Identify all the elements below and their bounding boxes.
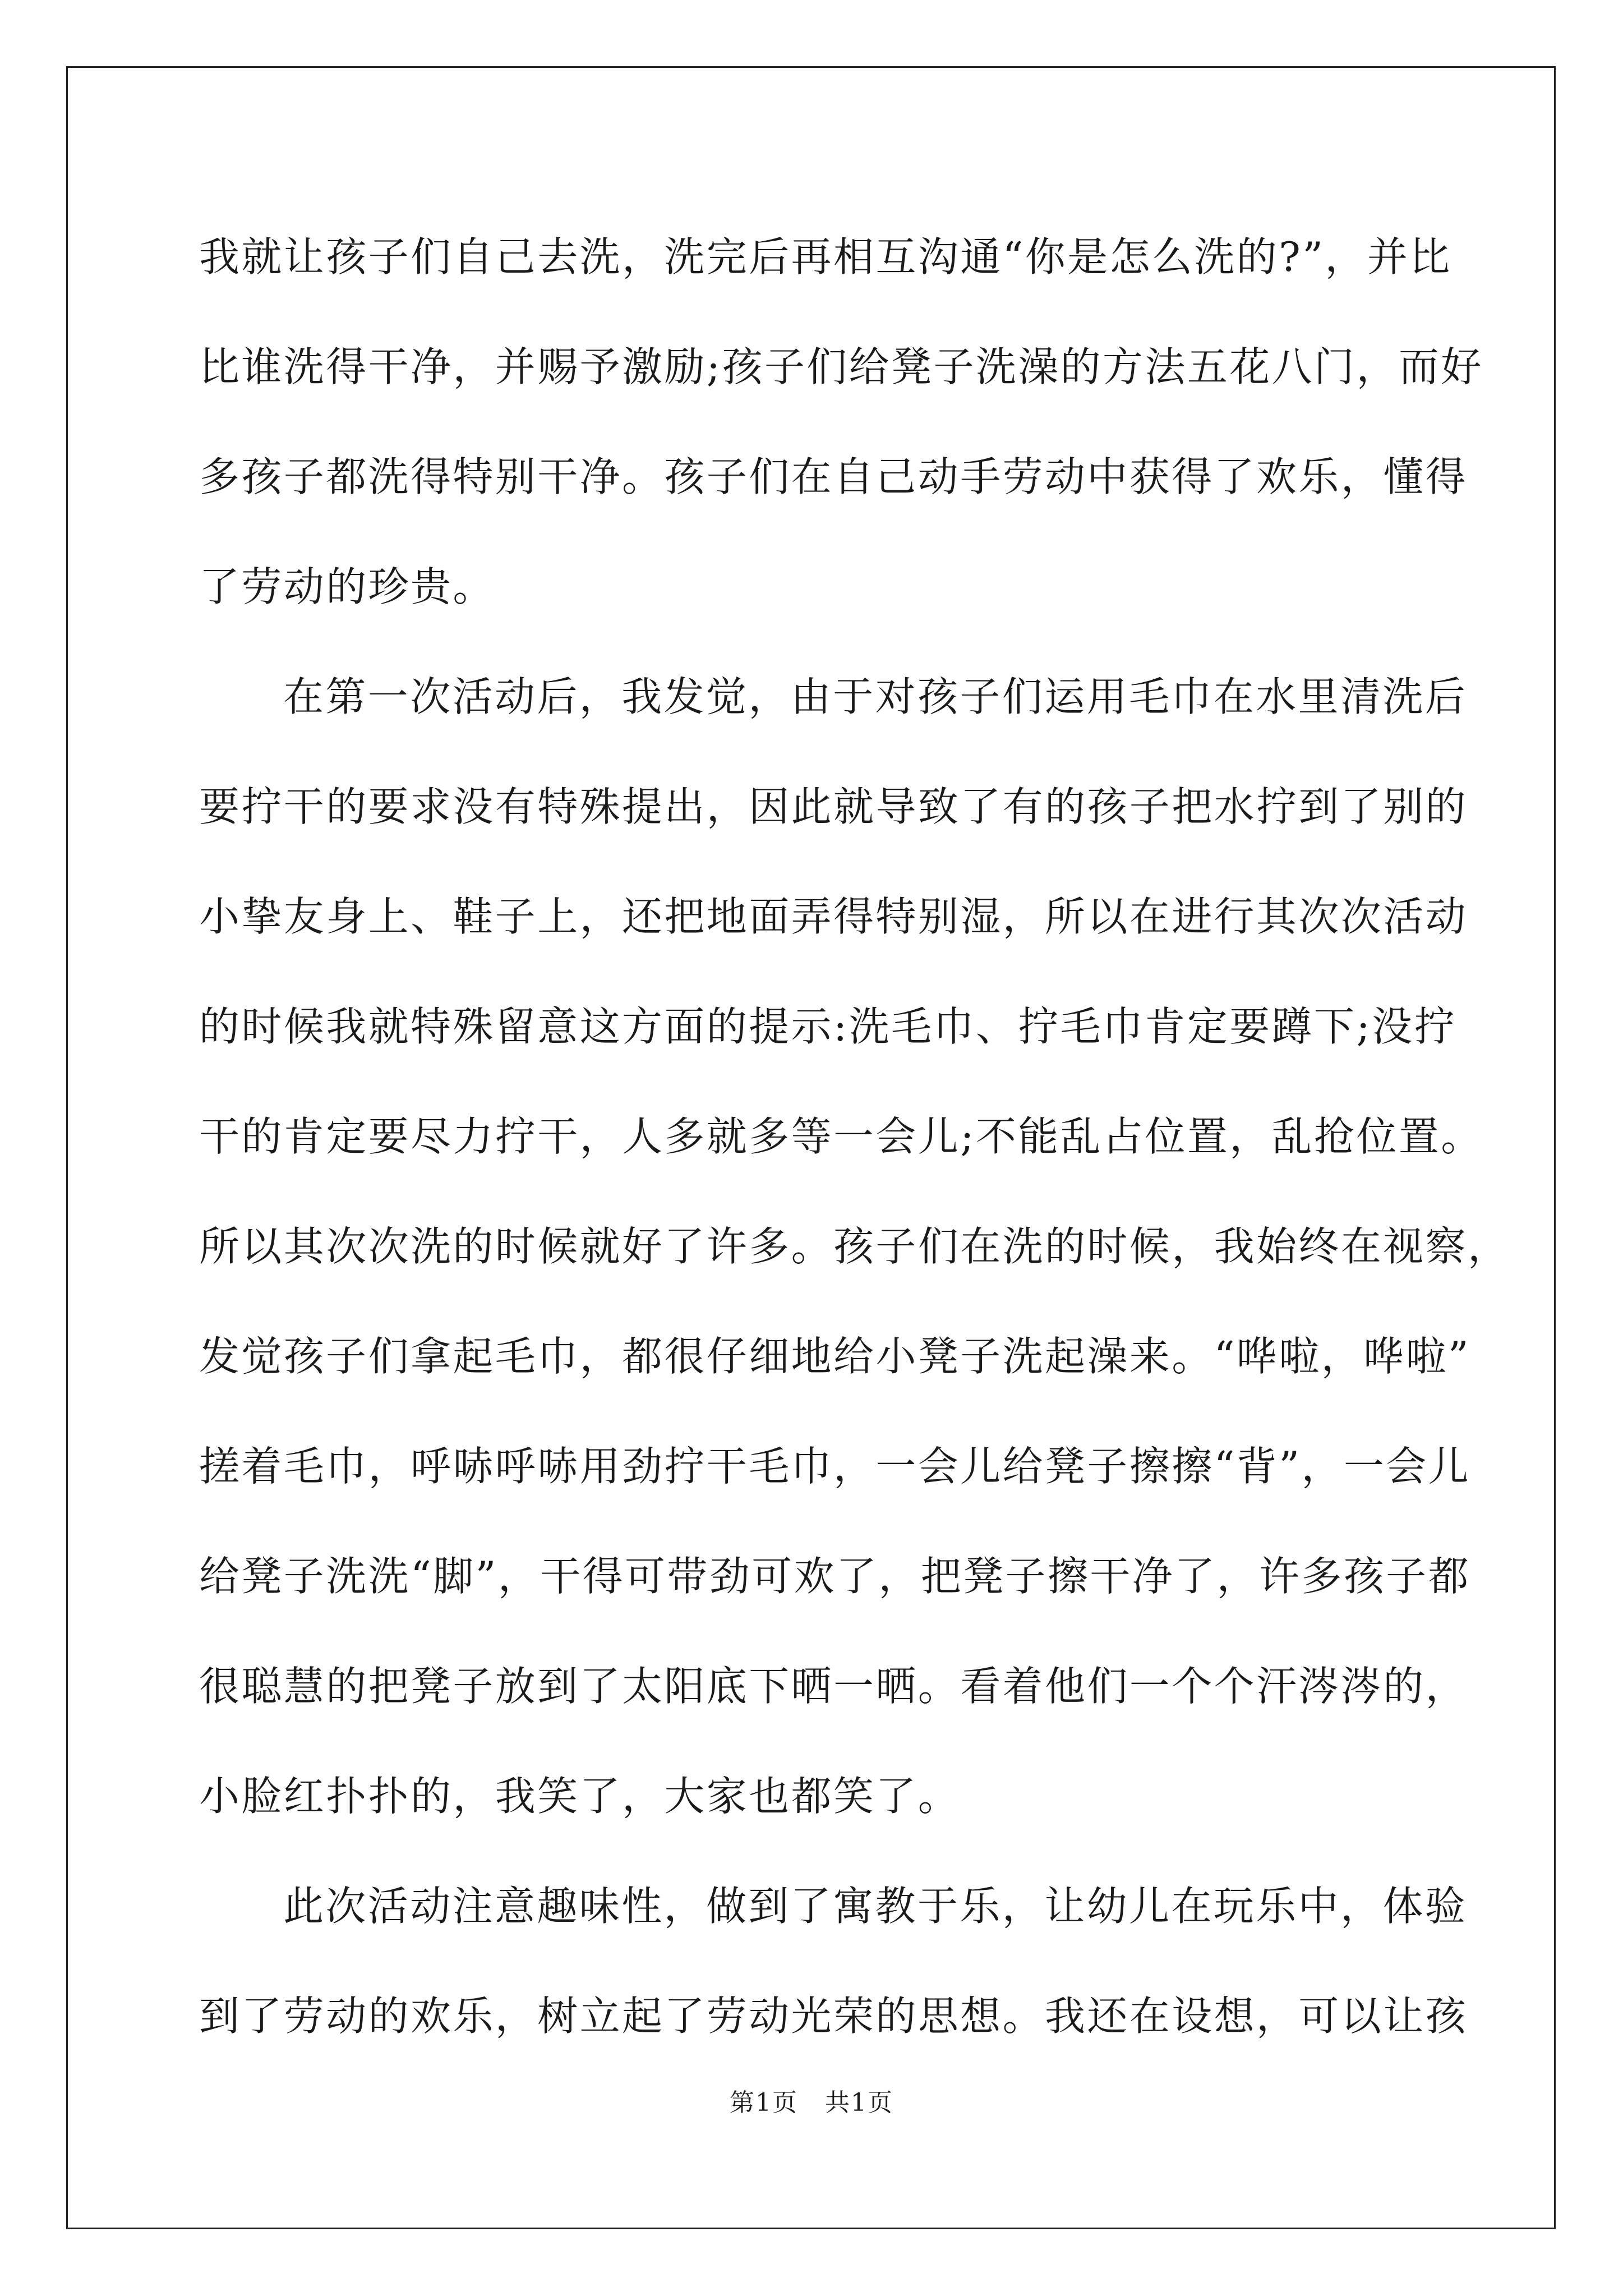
text-line: 发觉孩子们拿起毛巾，都很仔细地给小凳子洗起澡来。“哗啦，哗啦” <box>199 1333 1471 1380</box>
text-line: 比谁洗得干净，并赐予激励;孩子们给凳子洗澡的方法五花八门，而好 <box>199 343 1483 390</box>
text-line: 我就让孩子们自己去洗，洗完后再相互沟通“你是怎么洗的?”，并比 <box>199 233 1452 280</box>
text-line: 搓着毛巾，呼哧呼哧用劲拧干毛巾，一会儿给凳子擦擦“背”，一会儿 <box>199 1443 1471 1490</box>
text-line: 多孩子都洗得特别干净。孩子们在自己动手劳动中获得了欢乐，懂得 <box>199 453 1468 500</box>
paragraph-start-line: 在第一次活动后，我发觉，由于对孩子们运用毛巾在水里清洗后 <box>283 673 1468 720</box>
text-line: 小挚友身上、鞋子上，还把地面弄得特别湿，所以在进行其次次活动 <box>199 893 1468 940</box>
text-line: 给凳子洗洗“脚”，干得可带劲可欢了，把凳子擦干净了，许多孩子都 <box>199 1553 1471 1600</box>
document-body <box>199 202 1510 2071</box>
page-footer <box>0 2082 1623 2118</box>
text-line: 所以其次次洗的时候就好了许多。孩子们在洗的时候，我始终在视察， <box>199 1223 1510 1270</box>
paragraph-start-line: 此次活动注意趣味性，做到了寓教于乐，让幼儿在玩乐中，体验 <box>283 1883 1468 1930</box>
text-line: 的时候我就特殊留意这方面的提示:洗毛巾、拧毛巾肯定要蹲下;没拧 <box>199 1003 1456 1050</box>
text-line: 小脸红扑扑的，我笑了，大家也都笑了。 <box>199 1773 961 1820</box>
text-line: 到了劳动的欢乐，树立起了劳动光荣的思想。我还在设想，可以让孩 <box>199 1993 1468 2040</box>
text-line: 了劳动的珍贵。 <box>199 563 495 610</box>
page-number: 第1页 <box>730 2088 798 2117</box>
text-line: 要拧干的要求没有特殊提出，因此就导致了有的孩子把水拧到了别的 <box>199 783 1468 830</box>
total-pages: 共1页 <box>825 2088 893 2117</box>
text-line: 很聪慧的把凳子放到了太阳底下晒一晒。看着他们一个个汗涔涔的， <box>199 1663 1468 1710</box>
text-line: 干的肯定要尽力拧干，人多就多等一会儿;不能乱占位置，乱抢位置。 <box>199 1113 1483 1160</box>
